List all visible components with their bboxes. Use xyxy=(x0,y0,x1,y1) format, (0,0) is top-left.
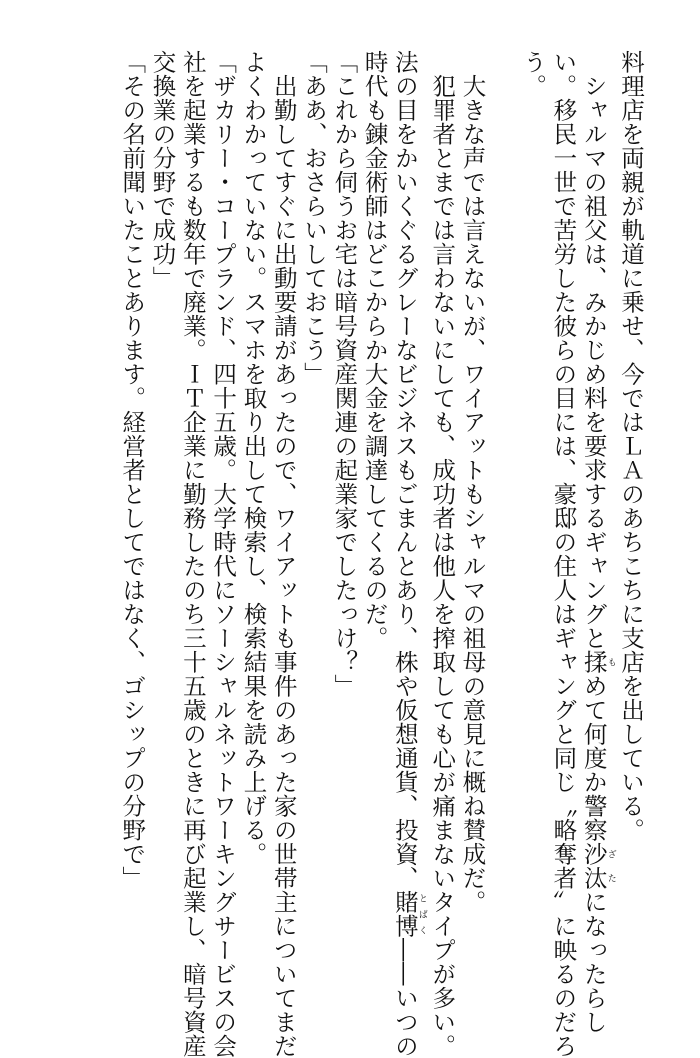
text-line-9: 「これから伺うお宅は暗号資産関連の起業家でしたっけ？」 xyxy=(330,50,359,698)
text-line-13: 「ザカリー・コープランド、四十五歳。大学時代にソーシャルネットワーキングサービスの会 xyxy=(209,50,238,1058)
ruby-momete: 揉も xyxy=(579,649,616,674)
text-line-3: い。移民一世で苦労した彼らの目には、豪邸の住人はギャングと同じ〝略奪者〟に映るのだろ xyxy=(549,50,578,1058)
ruby-zata: 沙汰ざた xyxy=(579,841,616,890)
text-line-1: 料理店を両親が軌道に乗せ、今ではＬＡのあちこちに支店を出している。 xyxy=(617,50,645,842)
text-line-8: 時代も錬金術師はどこからか大金を調達してくるのだ。 xyxy=(360,50,389,650)
text-line-11: 出勤してすぐに出動要請があったので、ワイアットも事件のあった家の世帯主についてまだ xyxy=(269,73,298,1058)
ruby-tobaku: 賭博とばく xyxy=(390,890,427,938)
text-line-12: よくわかっていない。スマホを取り出して検索し、検索結果を読み上げる。 xyxy=(239,50,268,866)
text-line-14: 社を起業するも数年で廃業。ＩＴ企業に勤務したのち三十五歳のときに再び起業し、暗号資産 xyxy=(178,50,207,1058)
text-line-15: 交換業の分野で成功」 xyxy=(148,50,177,290)
vertical-text-body xyxy=(117,50,646,1058)
text-line-6: 犯罪者とまでは言わないにしても、成功者は他人を搾取しても心が痛まないタイプが多い。 xyxy=(428,73,457,1058)
text-line-5: 大きな声では言えないが、ワイアットもシャルマの祖母の意見に概ね賛成だ。 xyxy=(458,73,487,914)
text-line-7: 法の目をかいくぐるグレーなビジネスもごまんとあり、株や仮想通貨、投資、賭博とばく――いつの xyxy=(390,50,427,1058)
text-line-2: シャルマの祖父は、みかじめ料を要求するギャングと揉もめて何度か警察沙汰ざたになったらし xyxy=(579,73,616,1034)
text-line-4: う。 xyxy=(519,50,548,98)
text-line-16: 「その名前聞いたことあります。経営者としてではなく、ゴシップの分野で」 xyxy=(118,50,147,890)
paragraph-gap xyxy=(488,50,518,970)
text-line-10: 「ああ、おさらいしておこう」 xyxy=(300,50,329,386)
